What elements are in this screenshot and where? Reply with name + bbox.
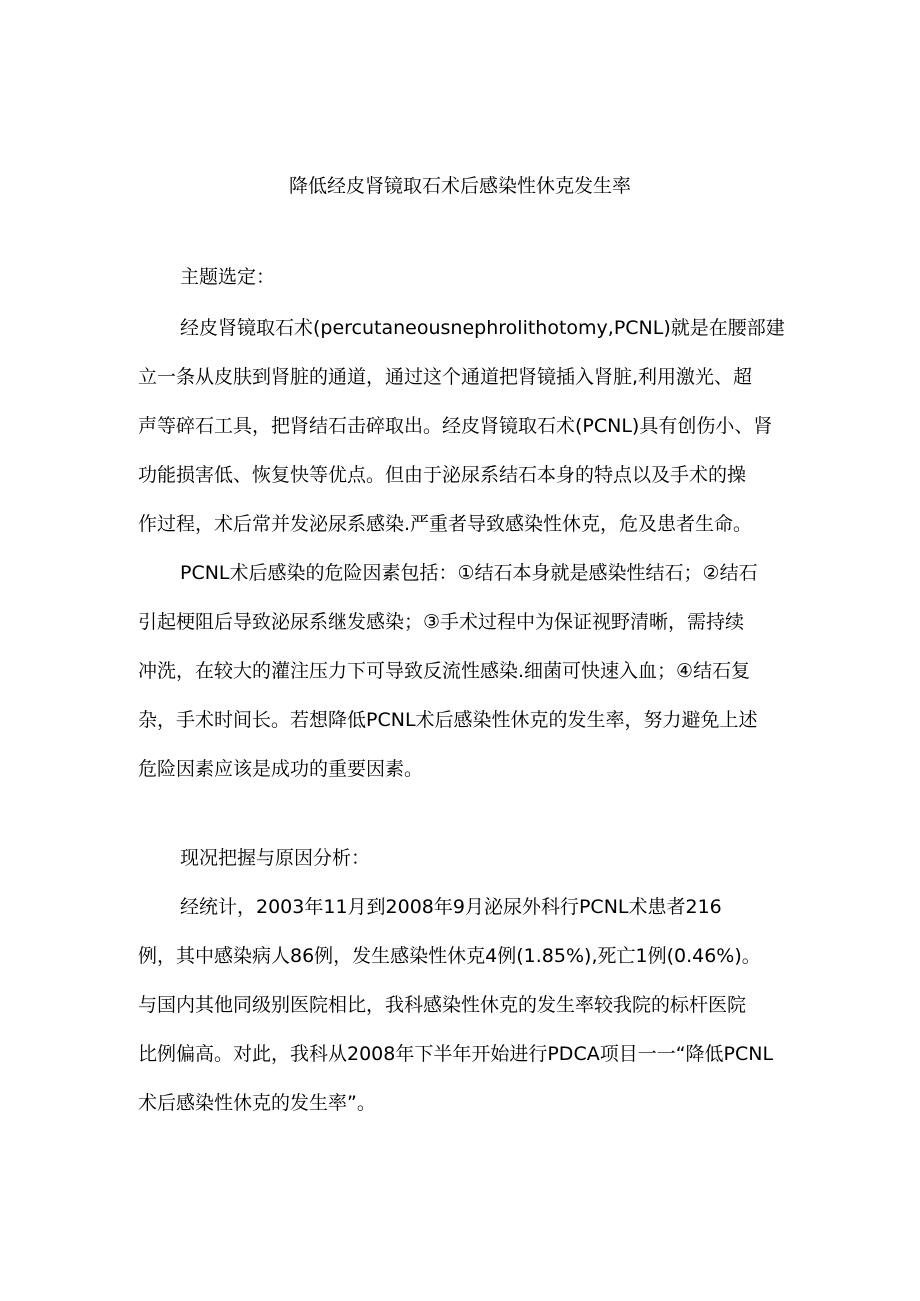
text-line: 比例偏高。对此，我科从2008年下半年开始进行PDCA项目一一“降低PCNL xyxy=(138,1043,774,1065)
paragraph-pcnl-introduction xyxy=(138,304,804,549)
text-line: 引起梗阻后导致泌尿系继发感染；③手术过程中为保证视野清晰，需持续 xyxy=(138,611,745,633)
text-line: 经统计，2003年11月到2008年9月泌尿外科行PCNL术患者216 xyxy=(180,896,722,918)
section-heading-status-analysis: 现况把握与原因分析： xyxy=(180,847,371,869)
text-line: 杂，手术时间长。若想降低PCNL术后感染性休克的发生率，努力避免上述 xyxy=(138,709,758,731)
paragraph-statistics xyxy=(138,883,804,1128)
text-line: 功能损害低、恢复快等优点。但由于泌尿系结石本身的特点以及手术的操 xyxy=(138,464,747,486)
section-heading-topic-selection: 主题选定： xyxy=(180,266,276,288)
document-title: 降低经皮肾镜取石术后感染性休克发生率 xyxy=(288,175,631,197)
text-line: 冲洗，在较大的灌注压力下可导致反流性感染.细菌可快速入血；④结石复 xyxy=(138,660,751,682)
text-line: 危险因素应该是成功的重要因素。 xyxy=(138,758,424,780)
text-line: 立一条从皮肤到肾脏的通道，通过这个通道把肾镜插入肾脏,利用激光、超 xyxy=(138,366,753,388)
text-line: 例，其中感染病人86例，发生感染性休克4例(1.85%),死亡1例(0.46%)。 xyxy=(138,945,761,967)
paragraph-risk-factors xyxy=(138,549,804,794)
text-line: 声等碎石工具，把肾结石击碎取出。经皮肾镜取石术(PCNL)具有创伤小、肾 xyxy=(138,415,773,437)
text-line: 作过程，术后常并发泌尿系感染.严重者导致感染性休克，危及患者生命。 xyxy=(138,513,753,535)
text-line: 经皮肾镜取石术(percutaneousnephrolithotomy,PCNL)就是在腰部建 xyxy=(180,317,785,339)
text-line: 与国内其他同级别医院相比，我科感染性休克的发生率较我院的标杆医院 xyxy=(138,994,747,1016)
text-line: 术后感染性休克的发生率”。 xyxy=(138,1092,376,1114)
text-line: PCNL术后感染的危险因素包括：①结石本身就是感染性结石；②结石 xyxy=(180,562,758,584)
